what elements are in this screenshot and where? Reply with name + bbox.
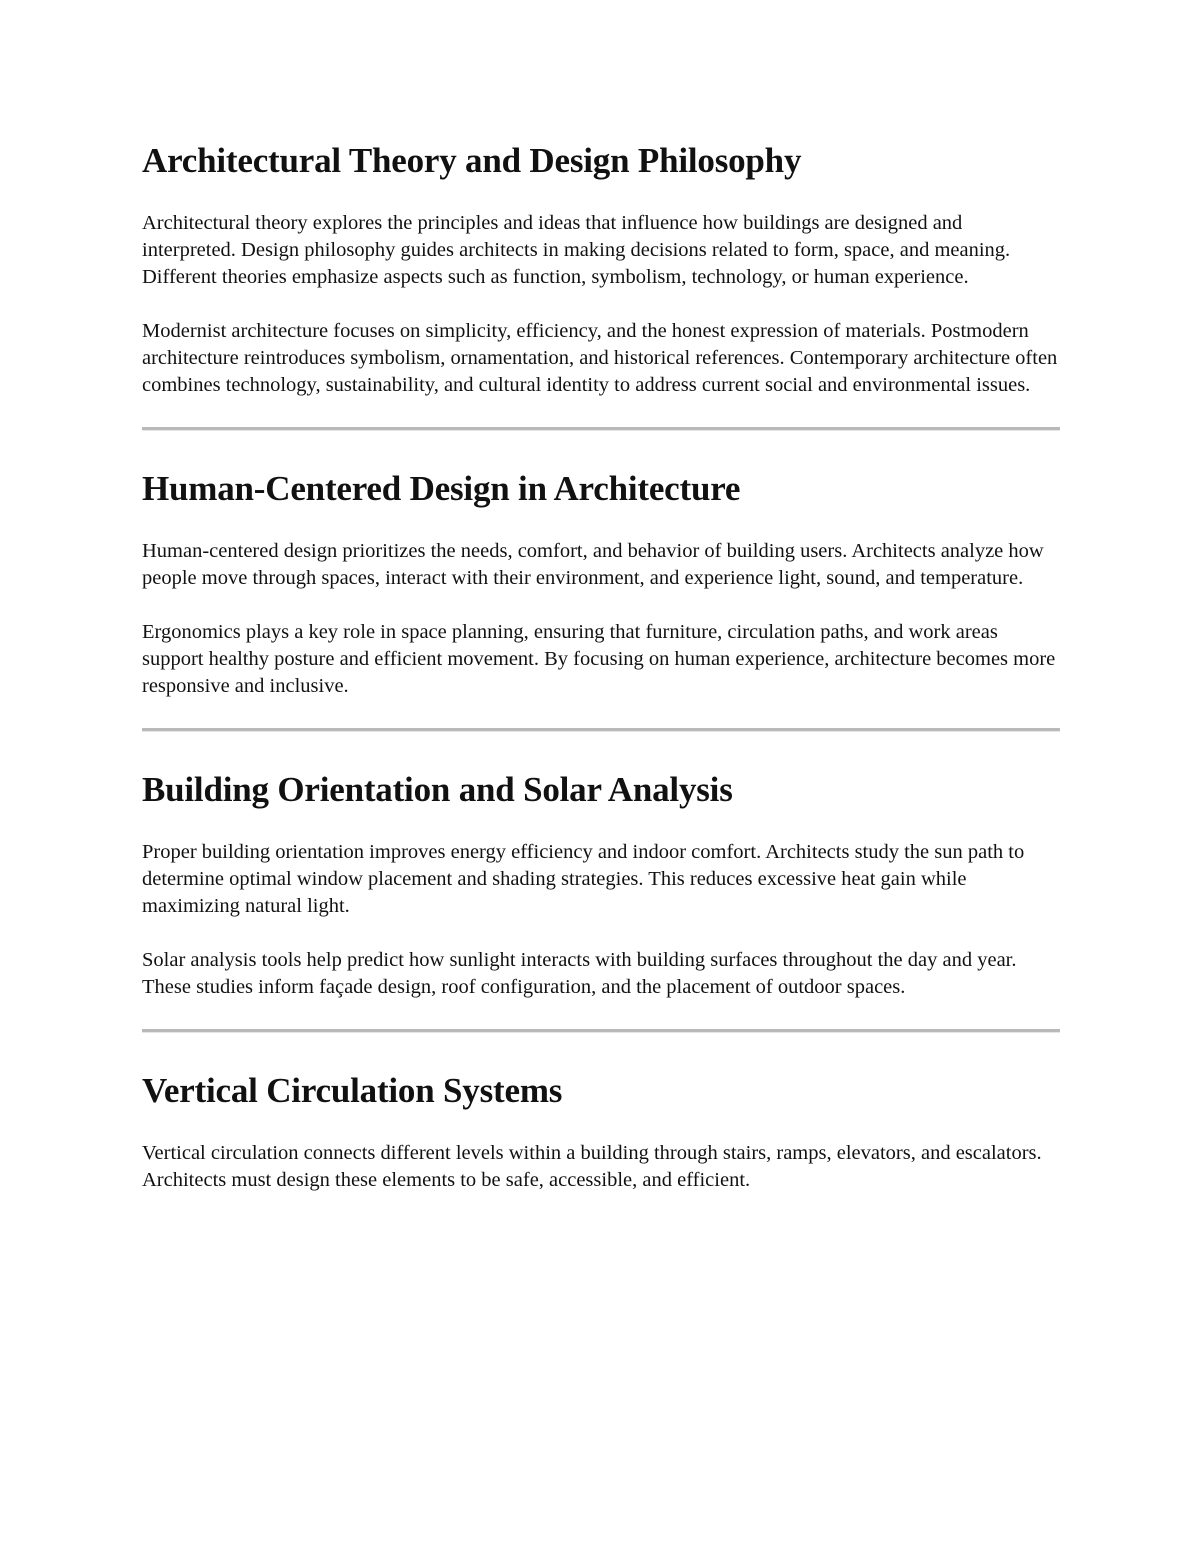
paragraph: Solar analysis tools help predict how sunlight interacts with building surfaces throughout the day and year. These studies inform façade design, roof configuration, and the placement of outdoor spaces. — [142, 949, 1017, 998]
section-vertical-circulation — [142, 1067, 1060, 1194]
paragraph: Ergonomics plays a key role in space planning, ensuring that furniture, circulation paths, and work areas support healthy posture and efficient movement. By focusing on human experience, architecture becomes more responsive and inclusive. — [142, 621, 1056, 697]
section-divider — [142, 427, 1060, 431]
paragraph: Modernist architecture focuses on simplicity, efficiency, and the honest expression of materials. Postmodern architecture reintroduces symbolism, ornamentation, and historical references. Contemporary architecture often combines technology, sustainability, and cultural identity to address current social and environmental issues. — [142, 320, 1058, 396]
section-human-centered-design — [142, 465, 1060, 700]
paragraph: Architectural theory explores the principles and ideas that influence how buildings are designed and interpreted. Design philosophy guides architects in making decisions related to form, space, and meaning. Different theories emphasize aspects such as function, symbolism, technology, or human experience. — [142, 212, 1011, 288]
section-heading: Architectural Theory and Design Philosophy — [142, 141, 802, 180]
paragraph: Human-centered design prioritizes the needs, comfort, and behavior of building users. Architects analyze how people move through spaces, interact with their environment, and experience light, sound, and temperature. — [142, 540, 1044, 589]
paragraph: Proper building orientation improves energy efficiency and indoor comfort. Architects study the sun path to determine optimal window placement and shading strategies. This reduces excessive heat gain while maximizing natural light. — [142, 841, 1025, 917]
section-divider — [142, 728, 1060, 732]
section-building-orientation — [142, 766, 1060, 1001]
section-heading: Building Orientation and Solar Analysis — [142, 770, 733, 809]
section-divider — [142, 1029, 1060, 1033]
section-architectural-theory — [142, 137, 1060, 399]
paragraph: Vertical circulation connects different levels within a building through stairs, ramps, elevators, and escalators. Architects must design these elements to be safe, accessible, and efficient. — [142, 1142, 1042, 1191]
section-heading: Human-Centered Design in Architecture — [142, 469, 741, 508]
document-content — [142, 137, 1060, 1194]
section-heading: Vertical Circulation Systems — [142, 1071, 563, 1110]
